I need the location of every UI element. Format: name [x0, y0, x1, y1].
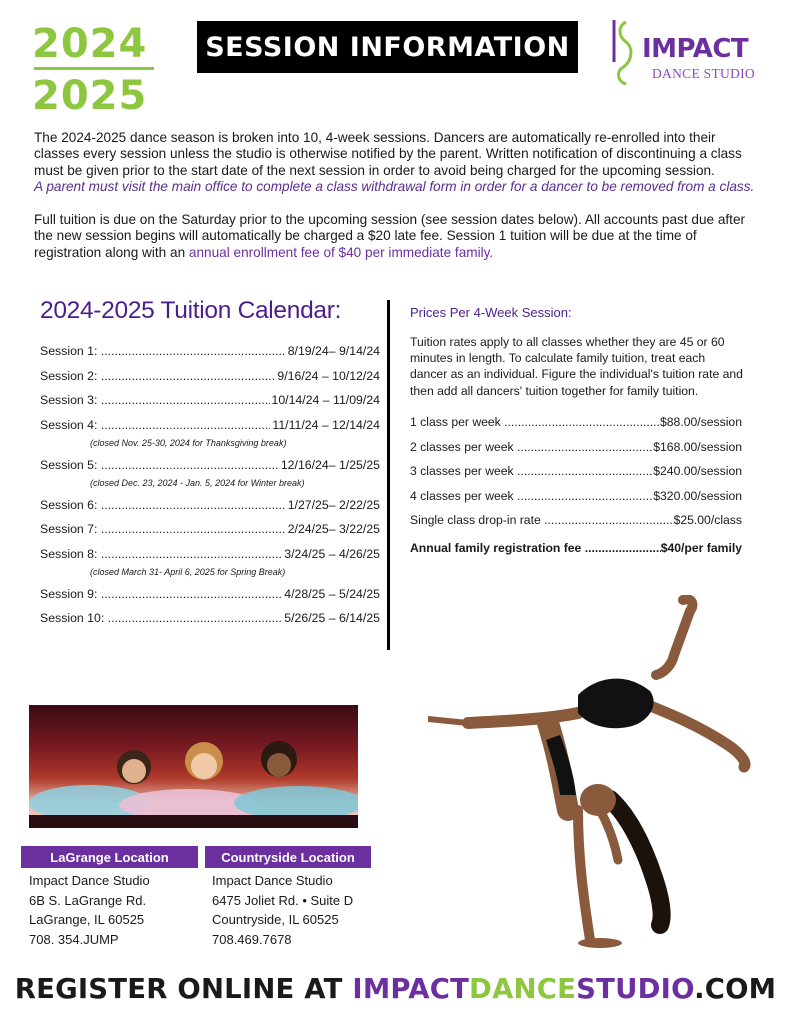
- price-row: [410, 439, 742, 464]
- session-dates: 2/24/25– 3/22/25: [287, 522, 380, 536]
- session-dates: 1/27/25– 2/22/25: [287, 497, 380, 512]
- session-label: Session 5: .....: [40, 457, 279, 482]
- address-line: Impact Dance Studio: [29, 873, 150, 888]
- register-url-part-studio: STUDIO: [576, 973, 695, 1005]
- session-dates: 5/26/25 – 6/14/25: [284, 611, 380, 625]
- session-dates: 4/28/25 – 5/24/25: [284, 586, 380, 601]
- session-label: Session 6: .....: [40, 497, 286, 522]
- register-url-part-impact: IMPACT: [352, 973, 470, 1005]
- session-label: Session 2: .....: [40, 368, 275, 393]
- winter-closure-note: (closed Dec. 23, 2024 - Jan. 5, 2024 for Winter break): [90, 478, 305, 488]
- price-label: 3 classes per week .....: [410, 463, 653, 488]
- register-online-banner: [0, 973, 791, 1005]
- logo-subtitle: DANCE STUDIO: [652, 66, 755, 81]
- session-row: [40, 343, 380, 368]
- session-row: [40, 368, 380, 393]
- price-value: $88.00/session: [660, 415, 742, 429]
- session-row: [40, 392, 380, 417]
- tuition-paragraph: [34, 212, 758, 261]
- column-divider: [387, 300, 390, 650]
- countryside-address: [212, 871, 353, 949]
- price-row: [410, 512, 742, 537]
- price-value: $40/per family: [660, 540, 742, 555]
- logo-name: IMPACT: [642, 34, 749, 64]
- price-label: 1 class per week .....: [410, 414, 660, 439]
- spring-closure-note: (closed March 31- April 6, 2025 for Spring Break): [90, 567, 286, 577]
- price-label: Single class drop-in rate .....: [410, 512, 674, 537]
- session-dates: 12/16/24– 1/25/25: [280, 457, 380, 472]
- session-row: [40, 610, 380, 635]
- address-line: LaGrange, IL 60525: [29, 912, 145, 927]
- register-url-suffix: .COM: [694, 973, 777, 1005]
- price-row: [410, 463, 742, 488]
- studio-logo: [610, 18, 770, 88]
- session-row: [40, 586, 380, 611]
- price-row: [410, 414, 742, 439]
- address-line: 6B S. LaGrange Rd.: [29, 892, 147, 908]
- year-2024: 2024: [32, 21, 148, 67]
- tuition-text: Full tuition is due on the Saturday prior to the upcoming session (see session dates below). All accounts past due after the new session begins will automatically be charged a $20 late fee. Session 1 tuition will be due at the time of registration along with an: [34, 212, 746, 260]
- register-url-part-dance: DANCE: [469, 973, 577, 1005]
- phone-number: 708.469.7678: [212, 931, 292, 947]
- session-dates: 11/11/24 – 12/14/24: [272, 417, 380, 432]
- prices-description: Tuition rates apply to all classes whether they are 45 or 60 minutes in length. To calculate family tuition, treat each dancer as an individual. Figure the individual's tuition rate and then add all dancers' tuition together for family tuition.: [410, 335, 743, 398]
- address-line: Countryside, IL 60525: [212, 912, 339, 927]
- session-label: Session 9: .....: [40, 586, 282, 611]
- address-line: Impact Dance Studio: [212, 873, 333, 888]
- session-label: Session 1: .....: [40, 343, 286, 368]
- enrollment-fee: annual enrollment fee of $40 per immediate family.: [188, 244, 494, 260]
- price-row: [410, 488, 742, 513]
- kids-photo-illustration: [29, 705, 358, 828]
- dancer-photo: [428, 595, 758, 950]
- year-underline: [34, 67, 154, 70]
- session-list: [40, 343, 380, 635]
- price-list: [410, 414, 742, 564]
- year-2025: 2025: [32, 73, 148, 119]
- thanksgiving-closure-note: (closed Nov. 25-30, 2024 for Thanksgiving break): [90, 438, 287, 448]
- session-label: Session 8: .....: [40, 546, 282, 571]
- registration-fee-row: [410, 540, 742, 565]
- kids-photo: [29, 705, 358, 828]
- session-dates: 10/14/24 – 11/09/24: [271, 393, 380, 407]
- withdrawal-note: A parent must visit the main office to complete a class withdrawal form in order for a dancer to be removed from a class.: [34, 178, 755, 194]
- register-prefix: REGISTER ONLINE AT: [14, 973, 353, 1005]
- phone-number: 708. 354.JUMP: [29, 931, 119, 947]
- lagrange-address: [29, 871, 150, 949]
- logo-mark-icon: [610, 18, 634, 86]
- price-value: $168.00/session: [653, 439, 742, 454]
- page-title: SESSION INFORMATION: [197, 21, 578, 73]
- session-label: Session 10: .....: [40, 610, 282, 635]
- price-value: $240.00/session: [653, 464, 742, 478]
- price-value: $320.00/session: [653, 488, 742, 503]
- session-dates: 8/19/24– 9/14/24: [287, 344, 380, 358]
- session-dates: 3/24/25 – 4/26/25: [284, 546, 380, 561]
- prices-title: Prices Per 4-Week Session:: [410, 305, 572, 320]
- countryside-location-heading: Countryside Location: [205, 846, 371, 868]
- intro-paragraph: [34, 130, 758, 195]
- intro-text: The 2024-2025 dance season is broken into 10, 4-week sessions. Dancers are automatically re-enrolled into their classes every session unless the studio is otherwise notified by the parent. Written notification of discontinuing a class must be given prior to the start date of the next session in order to avoid being charged for the upcoming session.: [34, 130, 742, 178]
- session-label: Session 7: .....: [40, 521, 286, 546]
- session-label: Session 3: .....: [40, 392, 270, 417]
- price-label: 2 classes per week .....: [410, 439, 653, 464]
- session-row: [40, 497, 380, 522]
- session-row: [40, 521, 380, 546]
- session-label: Session 4: .....: [40, 417, 270, 442]
- price-label: Annual family registration fee .....: [410, 540, 661, 565]
- address-line: 6475 Joliet Rd. • Suite D: [212, 892, 354, 908]
- lagrange-location-heading: LaGrange Location: [21, 846, 198, 868]
- price-label: 4 classes per week .....: [410, 488, 653, 513]
- price-value: $25.00/class: [673, 513, 742, 527]
- calendar-title: 2024-2025 Tuition Calendar:: [40, 297, 342, 324]
- session-dates: 9/16/24 – 10/12/24: [277, 368, 380, 383]
